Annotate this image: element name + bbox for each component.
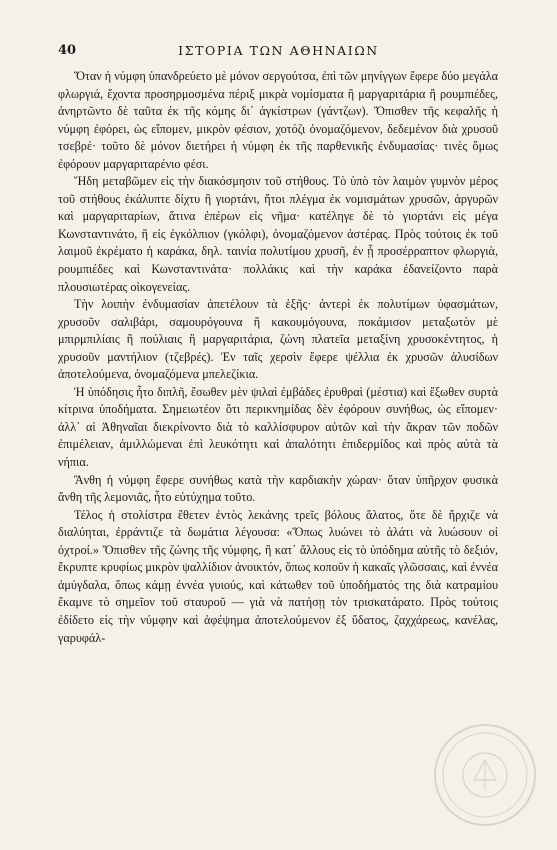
paragraph-chest-decoration: Ἤδη μεταβῶμεν εἰς τὴν διακόσμησιν τοῦ στήθους. Τὸ ὑπὸ τὸν λαιμὸν γυμνὸν μέρος τοῦ στήθους ἐκάλυπτε δίχτυ ἢ γιορτάνι, ἤτοι πλέγμα ἐκ νομισμάτων χρυσῶν, ἀργυρῶν καὶ μαργαριταρίων, ἅτινα ἐπέρων εἰς νῆμα· κατέληγε δὲ τὸ γιορτάνι εἰς μέγα Κωνσταντινάτο, ἢ εἰς ἐγκόλπιον (γκόλφι), ὀνομαζόμενον ἀστέρας. Πρὸς τούτοις ἐκ τοῦ λαιμοῦ ἐκρέματο ἡ καράκα, δηλ. ταινία πολυτίμου χρυσῆ, ἐν ᾗ προσέρραπτον φλωργιὰ, ρουμπιέδες καὶ Κωνσταντινάτα· πολλάκις καὶ τὴν καράκα ἐδανείζοντο παρὰ πλουσιωτέρας οἰκογενείας. bbox=[58, 174, 498, 294]
page-number: 40 bbox=[58, 43, 77, 58]
library-stamp-icon bbox=[430, 720, 540, 830]
paragraph-bride-head-ornaments: Ὅταν ἡ νύμφη ὑπανδρεύετο μὲ μόνον σεργούτσα, ἐπὶ τῶν μηνίγγων ἔφερε δύο μεγάλα φλωργιά, ἔχοντα προσηρμοσμένα πέριξ μικρὰ νομίσματα ἢ μαργαριτάρια ἢ ρουμπιέδες, ἀνηρτῶντο δὲ ταῦτα ἐκ τῆς κόμης δι᾽ ἀγκίστρων (γάντζων). Ὄπισθεν τῆς κεφαλῆς ἡ νύμφη ἐφόρει, ὡς εἴπομεν, μικρὸν φέσιον, χοτόζι ὀνομαζόμενον, δεδεμένον διὰ χρυσοῦ τσεβρέ· τοῦτο δὲ μόνον διετήρει ἡ νύμφη ἐκ τῆς παρθενικῆς ἐνδυμασίας· τινὲς ὅμως ἐφόρουν μαργαριταρένιο φέσι. bbox=[58, 69, 498, 171]
paragraph-footwear: Ἡ ὑπόδησις ἦτο διπλῆ, ἔσωθεν μὲν ψιλαὶ ἐμβάδες ἐρυθραὶ (μέστια) καὶ ἔξωθεν συρτὰ κίτρινα ὑποδήματα. Σημειωτέον ὅτι περικνημίδας δὲν ἐφόρουν συνήθως, ὡς εἴπομεν· ἀλλ᾽ αἱ Ἀθηναῖαι διεκρίνοντο διὰ τὸ καλλίσφυρον αὐτῶν καὶ τὴν ἄκραν τῶν ποδῶν ἐπιμέλειαν, ἁμιλλώμεναι ἐπὶ λευκότητι καὶ ἁπαλότητι ἐπιδερμίδος καὶ πρὸς αὐτὰ τὰ νήπια. bbox=[58, 384, 498, 470]
paragraph-salt-ritual: Τέλος ἡ στολίστρα ἔθετεν ἐντὸς λεκάνης τρεῖς βόλους ἅλατος, ὅτε δὲ ἤρχιζε νὰ διαλύηται, ἐρράντιζε τὰ δωμάτια λέγουσα: «Ὅπως λυώνει τὸ ἀλάτι νὰ λυώσουν οἱ ὀχτροί.» Ὄπισθεν τῆς ζώνης τῆς νύμφης, ἢ κατ᾽ ἄλλους εἰς τὸ ὑπόδημα αὐτῆς τὸ δεξιόν, ἔκρυπτε κρυφίως μικρὸν ψαλλίδιον ἀνοικτόν, ὅπως κοποῦν ἡ κακαῖς γλῶσσαις, καὶ ἐννέα ἀμύγδαλα, ὅπως κάμῃ ἐννέα γυιούς, καὶ κάτωθεν τοῦ ὑποδήματός της διὰ κατραμίου ἔκαμνε τὸ σημεῖον τοῦ σταυροῦ — γιὰ νὰ πατήσῃ τὸν τρισκατάρατο. Πρὸς τούτοις ἐδίδετο εἰς τὴν νύμφην καὶ ἀφέψημα ἀποτελούμενον ἐξ ὕδατος, ζαχχάρεως, κανέλας, γαρυφάλ- bbox=[58, 507, 498, 645]
body-text bbox=[58, 68, 498, 647]
page-header bbox=[58, 43, 499, 63]
paragraph-flowers: Ἄνθη ἡ νύμφη ἔφερε συνήθως κατὰ τὴν καρδιακὴν χώραν· ὅταν ὑπῆρχον φυσικὰ ἄνθη τῆς λεμονιᾶς, ἦτο εὐτύχημα τοῦτο. bbox=[58, 472, 498, 505]
running-title: ΙΣΤΟΡΙΑ ΤΩΝ ΑΘΗΝΑΙΩΝ bbox=[178, 43, 379, 58]
paragraph-remaining-attire: Τὴν λοιπὴν ἐνδυμασίαν ἀπετέλουν τὰ ἑξῆς· ἀντερὶ ἐκ πολυτίμων ὑφασμάτων, χρυσοῦν σαλιβάρι, σαμουρόγουνα ἢ κακουμόγουνα, ποκάμισον μεταξωτὸν μὲ μπιρμπιλίαις ἢ πούλιαις ἢ μαργαριτάρια, ζώνη πλατεῖα μεταξίνη χρυσοκέντητος, ἡ χρυσοῦν μαντήλιον (τζεβρές). Ἐν ταῖς χερσὶν ἔφερε ψέλλια ἐκ χρυσῶν ἁλυσίδων ἀποτελούμενα, ὀνομαζόμενα μπελεζίκια. bbox=[58, 297, 498, 382]
